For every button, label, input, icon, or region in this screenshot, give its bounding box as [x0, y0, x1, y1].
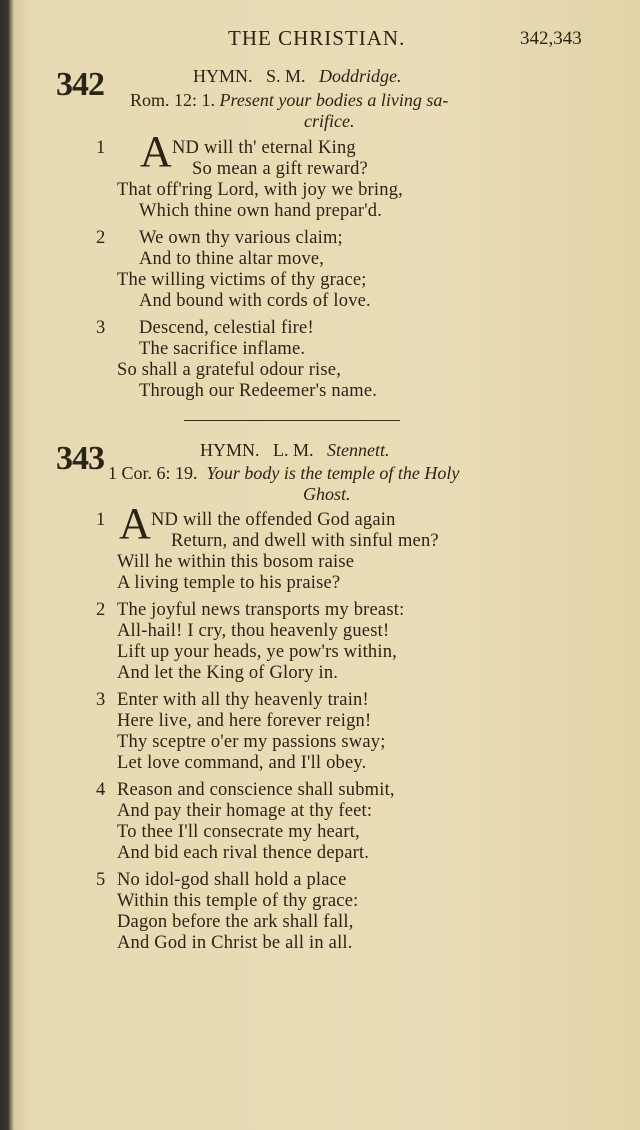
- verse-number: 5: [96, 870, 106, 890]
- hymn-author: Stennett.: [327, 440, 390, 460]
- verse-number: 4: [96, 780, 106, 800]
- verse-line: Reason and conscience shall submit,: [117, 780, 395, 800]
- verse-line: A living temple to his praise?: [117, 573, 341, 593]
- verse-number: 1: [96, 138, 106, 158]
- verse-number: 1: [96, 510, 106, 530]
- verse-line: Thy sceptre o'er my passions sway;: [117, 732, 386, 752]
- page-numbers: 342,343: [520, 28, 582, 49]
- drop-cap: A: [119, 499, 151, 548]
- section-divider: [184, 420, 400, 421]
- hymn-meter: S. M.: [266, 66, 306, 86]
- verse-line: And pay their homage at thy feet:: [117, 801, 373, 821]
- verse-line: So mean a gift reward?: [192, 159, 368, 179]
- hymn-number: 343: [56, 440, 104, 477]
- verse-line: And to thine altar move,: [139, 249, 325, 269]
- hymn-meter: L. M.: [273, 440, 314, 460]
- scripture-reference: [130, 90, 448, 111]
- verse-line: Here live, and here forever reign!: [117, 711, 372, 731]
- verse-line: Which thine own hand prepar'd.: [139, 201, 383, 221]
- verse-line: To thee I'll consecrate my heart,: [117, 822, 360, 842]
- hymn-number: 342: [56, 66, 104, 103]
- verse-line: No idol-god shall hold a place: [117, 870, 347, 890]
- verse-number: 3: [96, 690, 106, 710]
- verse-line: And let the King of Glory in.: [117, 663, 339, 683]
- verse-line: So shall a grateful odour rise,: [117, 360, 342, 380]
- verse-line: The willing victims of thy grace;: [117, 270, 367, 290]
- hymn-label: HYMN.: [193, 66, 253, 86]
- verse-number: 2: [96, 600, 106, 620]
- verse-line: Enter with all thy heavenly train!: [117, 690, 369, 710]
- hymn-label: HYMN.: [200, 440, 260, 460]
- verse-line: And God in Christ be all in all.: [117, 933, 353, 953]
- scripture-reference: [108, 463, 459, 484]
- drop-cap: A: [140, 127, 172, 176]
- verse-line: Lift up your heads, ye pow'rs within,: [117, 642, 397, 662]
- verse-line: Through our Redeemer's name.: [139, 381, 378, 401]
- verse-line: We own thy various claim;: [139, 228, 343, 248]
- reference-citation: Rom. 12: 1.: [130, 90, 216, 110]
- verse-line: Dagon before the ark shall fall,: [117, 912, 354, 932]
- verse-line: Let love command, and I'll obey.: [117, 753, 367, 773]
- verse-line: Return, and dwell with sinful men?: [171, 531, 439, 551]
- reference-text-cont: crifice.: [304, 111, 355, 131]
- reference-text: Present your bodies a living sa-: [219, 90, 449, 110]
- verse-line: Will he within this bosom raise: [117, 552, 355, 572]
- verse-line: ND will th' eternal King: [172, 138, 356, 158]
- reference-text-cont: Ghost.: [303, 484, 351, 504]
- hymn-meta: [193, 66, 402, 87]
- verse-number: 3: [96, 318, 106, 338]
- verse-line: Within this temple of thy grace:: [117, 891, 359, 911]
- verse-line: Descend, celestial fire!: [139, 318, 314, 338]
- running-title: THE CHRISTIAN.: [228, 26, 406, 50]
- verse-line: That off'ring Lord, with joy we bring,: [117, 180, 403, 200]
- hymn-meta: [200, 440, 390, 461]
- verse-number: 2: [96, 228, 106, 248]
- verse-line: The sacrifice inflame.: [139, 339, 306, 359]
- verse-line: And bid each rival thence depart.: [117, 843, 370, 863]
- verse-line: ND will the offended God again: [151, 510, 396, 530]
- hymn-author: Doddridge.: [319, 66, 402, 86]
- reference-text: Your body is the temple of the Holy: [206, 463, 460, 483]
- verse-line: And bound with cords of love.: [139, 291, 371, 311]
- verse-line: All-hail! I cry, thou heavenly guest!: [117, 621, 390, 641]
- reference-citation: 1 Cor. 6: 19.: [108, 463, 198, 483]
- verse-line: The joyful news transports my breast:: [117, 600, 405, 620]
